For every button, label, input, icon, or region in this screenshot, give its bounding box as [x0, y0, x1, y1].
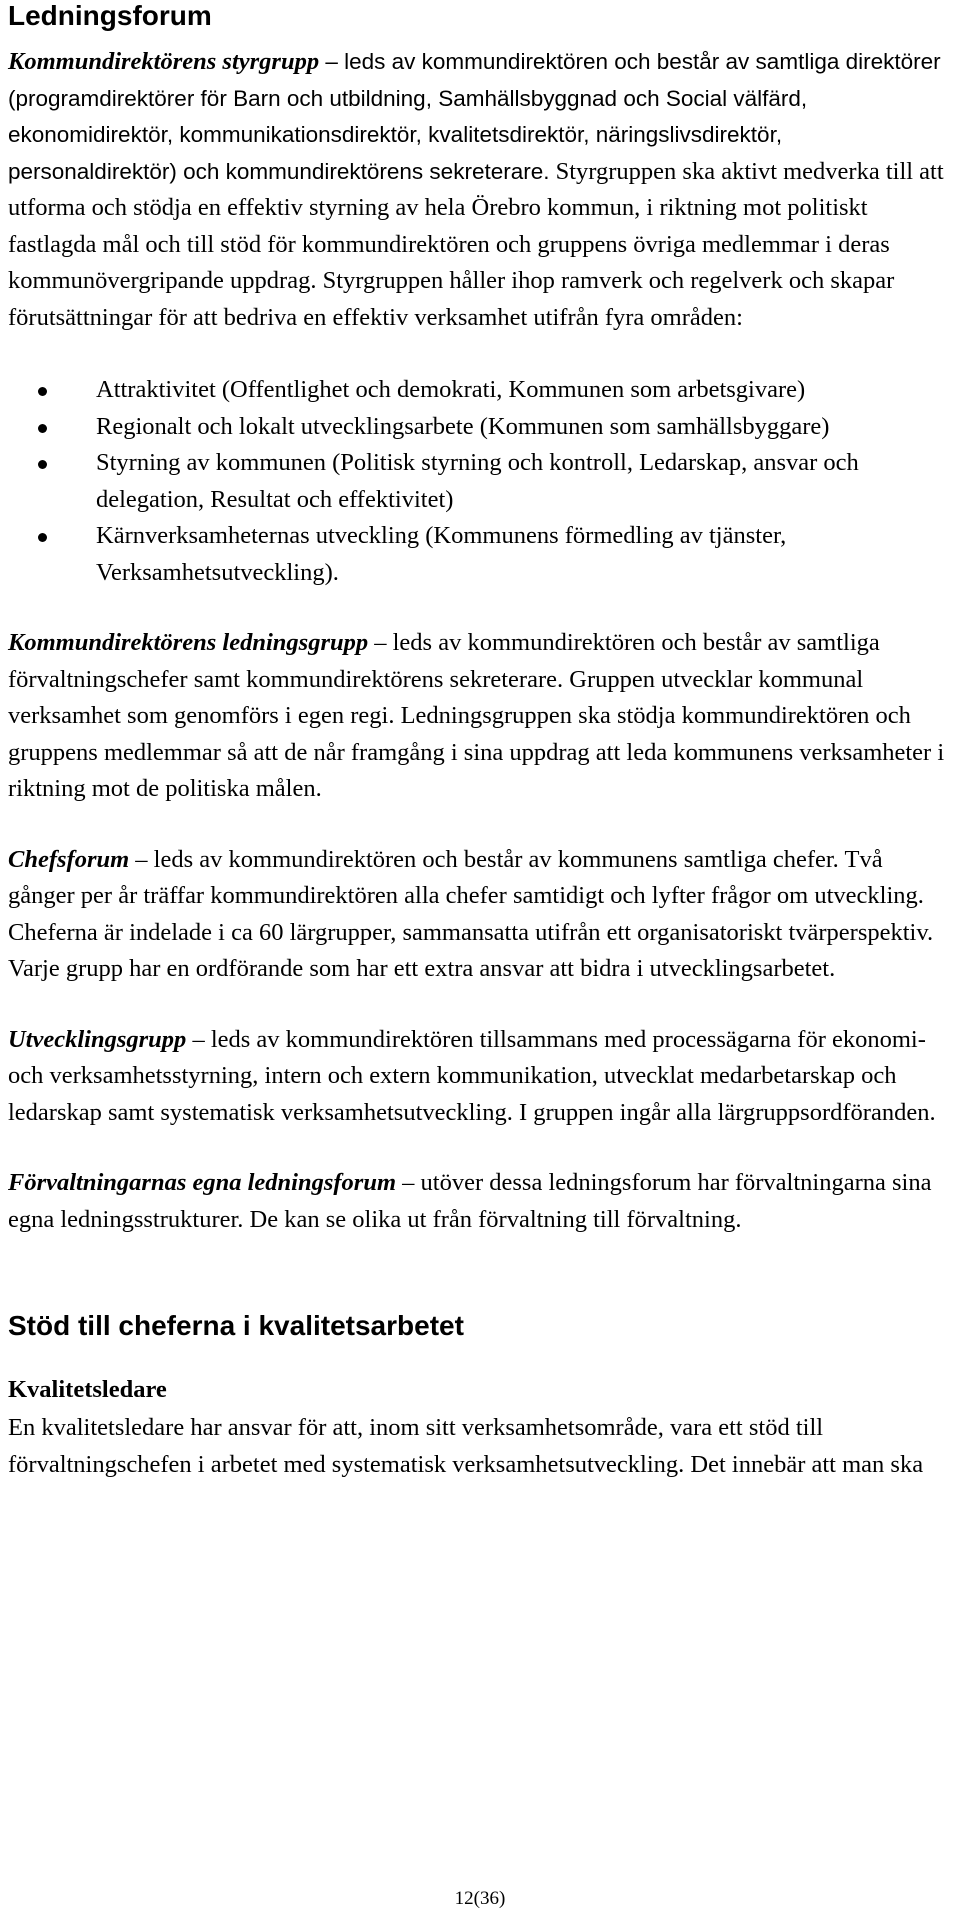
text-utvecklingsgrupp: – leds av kommundirektören tillsammans med processägarna för ekonomi- och verksamhetsstyrning, intern och extern kommunikation, utvecklat medarbetarskap och ledarskap samt systematisk verksamhetsutveckling. I gruppen ingår alla lärgruppsordföranden. — [8, 1025, 936, 1126]
area-text: Attraktivitet (Offentlighet och demokrati, Kommunen som arbetsgivare) — [96, 376, 806, 403]
text-forvaltningarnas: – utöver dessa ledningsforum har förvaltningarna sina egna ledningsstrukturer. De kan se olika ut från förvaltning till förvaltning. — [8, 1169, 932, 1233]
document-page — [8, 0, 952, 1483]
lead-utvecklingsgrupp: Utvecklingsgrupp — [8, 1025, 187, 1053]
lead-styrgrupp: Kommundirektörens styrgrupp — [8, 48, 320, 75]
heading-stod-till-cheferna: Stöd till cheferna i kvalitetsarbetet — [8, 1310, 464, 1341]
paragraph-styrgrupp — [8, 44, 952, 336]
list-item — [8, 518, 952, 591]
area-text: Kärnverksamheternas utveckling (Kommunens förmedling av tjänster, Verksamhetsutveckling). — [96, 522, 787, 586]
text-ledningsgrupp: – leds av kommundirektören och består av samtliga förvaltningschefer samt kommundirektörens sekreterare. Gruppen utvecklar kommunal verksamhet som genomförs i egen regi. Ledningsgruppen ska stödja kommundirektören och gruppens medlemmar så att de når framgång i sina uppdrag att leda kommunens verksamheter i riktning mot de politiska målen. — [8, 629, 945, 802]
paragraph-chefsforum — [8, 842, 952, 988]
list-item — [8, 372, 952, 409]
text-chefsforum: – leds av kommundirektören och består av kommunens samtliga chefer. Två gånger per år träffar kommundirektören alla chefer samtidigt och lyfter frågor om utveckling. Cheferna är indelade i ca 60 lärgrupper, sammansatta utifrån ett organisatoriskt tvärperspektiv. Varje grupp har en ordförande som har ett extra ansvar att bidra i utvecklingsarbetet. — [8, 845, 934, 982]
paragraph-kvalitetsledare: En kvalitetsledare har ansvar för att, inom sitt verksamhetsområde, vara ett stöd till förvaltningschefen i arbetet med systematisk verksamhetsutveckling. Det innebär att man ska — [8, 1414, 924, 1478]
page-number: 12(36) — [454, 1888, 506, 1909]
paragraph-utvecklingsgrupp — [8, 1022, 952, 1132]
bullet-icon — [38, 387, 47, 396]
bullet-icon — [38, 424, 47, 433]
lead-forvaltningarnas: Förvaltningarnas egna ledningsforum — [8, 1169, 397, 1196]
heading-ledningsforum: Ledningsforum — [8, 0, 212, 31]
bullet-icon — [38, 460, 47, 469]
list-item — [8, 409, 952, 446]
text-styrgrupp-intro: – leds av kommundirektören och består av samtliga direktörer (programdirektörer för Barn och utbildning, Samhällsbyggnad och Social välfärd, ekonomidirektör, kommunikationsdirektör, kvalitetsdirektör, näringslivsdirektör, personaldirektör) och kommundirektörens sekreterare. — [8, 49, 941, 184]
text-styrgrupp-mission: Styrgruppen ska aktivt medverka till att utforma och stödja en effektiv styrning av hela Örebro kommun, i riktning mot politiskt fastlagda mål och till stöd för kommundirektören och gruppens övriga medlemmar i deras kommunövergripande uppdrag. Styrgruppen håller ihop ramverk och regelverk och skapar förutsättningar för att bedriva en effektiv verksamhet utifrån fyra områden: — [8, 157, 944, 331]
bullet-icon — [38, 533, 47, 542]
lead-ledningsgrupp: Kommundirektörens ledningsgrupp — [8, 629, 369, 656]
areas-list — [8, 372, 952, 591]
list-item — [8, 445, 952, 518]
area-text: Styrning av kommunen (Politisk styrning och kontroll, Ledarskap, ansvar och delegation, Resultat och effektivitet) — [96, 449, 859, 513]
paragraph-ledningsgrupp — [8, 625, 952, 808]
paragraph-forvaltningarnas — [8, 1165, 952, 1238]
area-text: Regionalt och lokalt utvecklingsarbete (Kommunen som samhällsbyggare) — [96, 412, 830, 440]
subheading-kvalitetsledare: Kvalitetsledare — [8, 1376, 167, 1403]
lead-chefsforum: Chefsforum — [8, 845, 130, 873]
